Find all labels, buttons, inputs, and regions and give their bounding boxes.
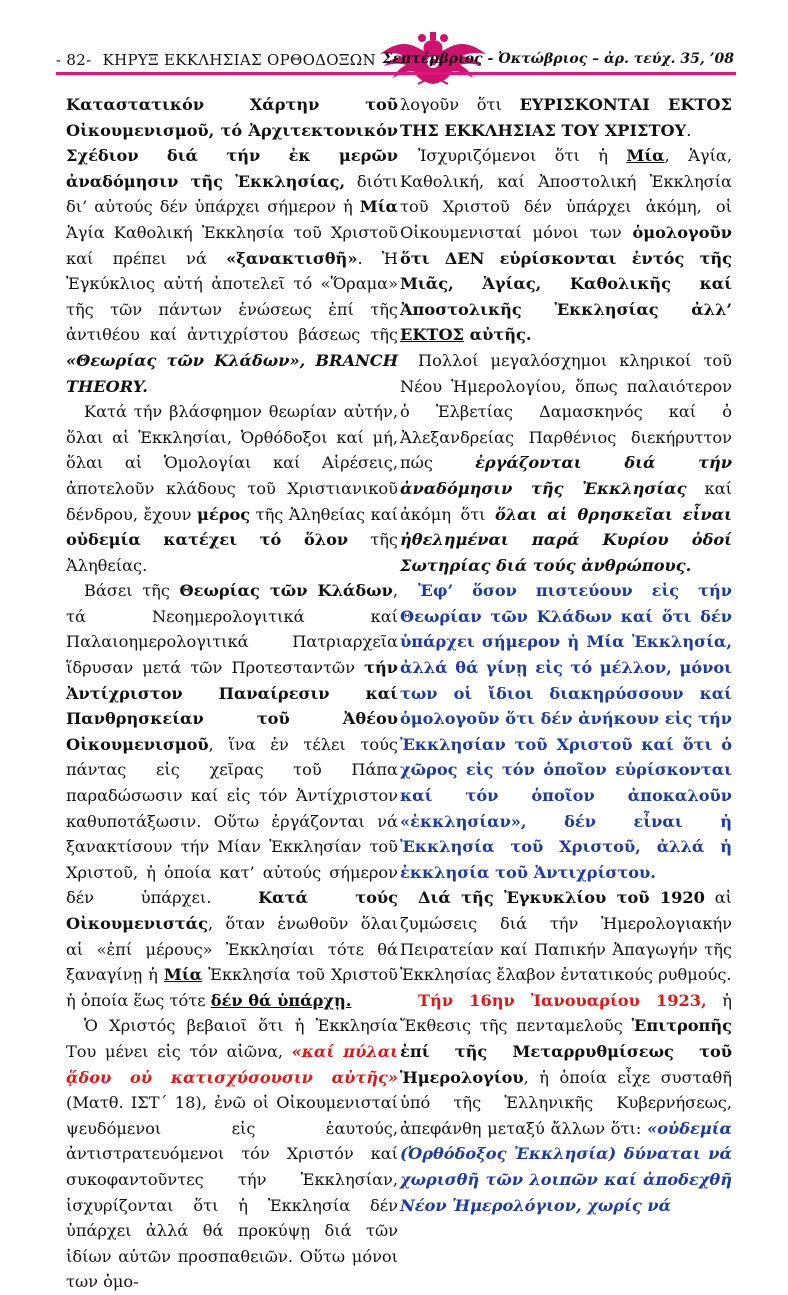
paragraph [66,92,398,399]
bold-text: Κατά τούς Οἰκουμενιστάς [66,888,398,933]
bold-text: οὐδεμία κατέχει τό ὅλον [66,530,349,550]
text: , ἡ ὁποία εἶχε συσταθῆ ὑπό τῆς Ἑλληνικῆς Κυβερνήσεως, ἀπεφάνθη μεταξύ ἄλλων ὅτι: [400,1067,732,1138]
bold-text: Διά τῆς Ἐγκυκλίου τοῦ 1920 [418,888,705,908]
paragraph [400,885,732,987]
text: ἡ Ἔκθεσις τῆς πενταμελοῦς [400,990,732,1036]
text: λογοῦν ὅτι [400,95,520,114]
underlined-bold-text: Μία [163,965,203,985]
text: τῆς Ἀληθείας. [66,530,398,575]
bold-text: Θεωρίας τῶν Κλάδων [179,581,393,601]
text: Πολλοί μεγαλόσχημοι κληρικοί τοῦ Νέου Ἡμερολογίου, ὅπως παλαιότερον ὁ Ἐλβετίας Δαμασκηνός καί ὁ Ἀλεξανδρείας Παρθένιος διεκήρυττον πώς [400,350,732,473]
text: Ἰσχυριζόμενοι ὅτι ἡ [418,146,627,166]
text: Κατά τήν βλάσφημον θεωρίαν αὐτήν, ὅλαι αἱ Ἐκκλησίαι, Ὀρθόδοξοι καί μή, ὅλαι αἱ Ὁμολογίαι καί Αἱρέσεις, ἀποτελοῦν κλάδους τοῦ Χριστιανικοῦ δένδρου, ἔχουν [66,402,398,524]
page-number: - 82- [56,51,92,69]
paragraph [400,143,732,348]
text: διότι δι’ αὐτούς δέν ὑπάρχει σήμερον ἡ [66,171,398,217]
paragraph [400,92,732,143]
bold-text: Ἐπιτροπῆς ἐπί τῆς Μεταρρυθμίσεως τοῦ Ἡμερολογίου [400,1016,732,1087]
paragraph [66,399,398,578]
text: Ὁ Χριστός βεβαιοῖ ὅτι ἡ Ἐκκλησία Του μένει εἰς τόν αἰῶνα, [66,1016,398,1061]
paragraph [400,988,732,1218]
header-divider [56,72,736,75]
bold-italic-text: ὅλαι αἱ θρησκεῖαι εἶναι ἠθελημέναι παρά Κυρίου ὁδοί Σωτηρίας διά τούς ἀνθρώπους. [400,504,732,575]
bold-text: ΕΥΡΙΣΚΟΝΤΑΙ ΕΚΤΟΣ ΤΗΣ ΕΚΚΛΗΣΙΑΣ ΤΟΥ ΧΡΙΣΤΟΥ [400,95,732,140]
page-header [56,40,736,78]
bold-text: τήν Ἀντίχριστον Παναίρεσιν καί Πανθρησκείαν τοῦ Ἀθέου Οἰκουμενισμοῦ [66,658,398,754]
text: Ἁγία Καθολική Ἐκκλησία τοῦ Χριστοῦ καί πρέπει νά [66,222,398,268]
text: . Ἡ Ἐγκύκλιος αὐτή ἀποτελεῖ τό «Ὅραμα» τῆς τῶν πάντων ἑνώσεως ἐπί τῆς ἀντιθέου καί ἀντιχρίστου βάσεως τῆς [66,248,398,345]
bold-text: Καταστατικόν Χάρτην τοῦ Οἰκουμενισμοῦ, τό Ἀρχιτεκτονικόν Σχέδιον διά τήν ἐκ μερῶν ἀναδόμησιν τῆς Ἐκκλησίας, [66,95,398,191]
text: τῆς Ἀληθείας καί [250,504,398,524]
text: , ὅταν ἑνωθοῦν ὅλαι αἱ «ἐπί μέρους» Ἐκκλησίαι τότε θά ξαναγίνῃ ἡ [66,914,398,985]
text: καί ἀκόμη ὅτι [400,478,732,524]
bold-italic-text: ἐργάζονται διά τήν ἀναδόμησιν τῆς Ἐκκλησίας [400,453,732,498]
underlined-bold-text: δέν θά ὑπάρχῃ. [210,990,352,1010]
text: αἱ ζυμώσεις διά τήν Ἡμερολογιακήν Πειρατείαν καί Παπικήν Ἀπαγωγήν τῆς Ἐκκλησίας ἔλαβον ἐντατικούς ρυθμούς. [400,888,732,985]
blue-paragraph: Ἐφ’ ὅσον πιστεύουν εἰς τήν Θεωρίαν τῶν Κλάδων καί ὅτι δέν ὑπάρχει σήμερον ἡ Μία Ἐκκλησία, ἀλλά θά γίνῃ εἰς τό μέλλον, μόνοι των οἱ ἴδιοι διακηρύσσουν καί ὁμολογοῦν ὅτι δέν ἀνήκουν εἰς τήν Ἐκκλησίαν τοῦ Χριστοῦ καί ὅτι ὁ χῶρος εἰς τόν ὁποῖον εὑρίσκονται καί τόν ὁποῖον ἀποκαλοῦν «ἐκκλησίαν», δέν εἶναι ἡ Ἐκκλησία τοῦ Χριστοῦ, ἀλλά ἡ ἐκκλησία τοῦ Ἀντιχρίστου. [400,581,732,882]
issue-info: Σεπτέμβριος - Ὀκτώβριος – ἀρ. τεύχ. 35, ’08 [382,51,734,67]
text: (Ματθ. ΙΣΤ´ 18), ἐνῶ οἱ Οἰκουμενισταί ψευδόμενοι εἰς ἑαυτούς, ἀντιστρατευόμενοι τόν Χριστόν καί συκοφαντοῦντες τήν Ἐκκλησίαν, ἰσχυρίζονται ὅτι ἡ Ἐκκλησία δέν ὑπάρχει ἀλλά θά προκύψῃ διά τῶν ἰδίων αὐτῶν προσπαθειῶν. Οὕτω μόνοι των ὁμο- [66,1093,398,1292]
text: Ἐκκλησία τοῦ Χριστοῦ ἡ ὁποία ἕως τότε [66,965,398,1010]
bold-text: αὐτῆς. [464,325,532,345]
paragraph [400,348,732,578]
text: . [686,120,692,140]
text: , τά Νεοημερολογιτικά καί Παλαιοημερολογιτικά Πατριαρχεῖα ἵδρυσαν μετά τῶν Προτεσταντῶν [66,581,398,678]
text: Βάσει τῆς [84,581,180,601]
red-date: Τήν 16ην Ἰανουαρίου 1923, [418,990,707,1010]
bold-text: «ξανακτισθῆ» [226,248,358,268]
left-column [66,92,398,1295]
right-column [400,92,732,1218]
blue-quote: «οὐδεμία (Ὀρθόδοξος Ἐκκλησία) δύναται νά χωρισθῆ τῶν λοιπῶν καί ἀποδεχθῆ Νέον Ἡμερολόγιον, χωρίς νά [400,1118,732,1215]
header-left [56,51,376,69]
bold-text: Μία [359,197,398,217]
bold-text: μέρος [197,504,251,524]
text: , Ἁγία, Καθολική, καί Ἀποστολική Ἐκκλησία τοῦ Χριστοῦ δέν ὑπάρχει ἀκόμη, οἱ Οἰκουμενισταί μόνοι των [400,146,732,242]
paragraph [66,1013,398,1295]
bold-text: ὁμολογοῦν ὅτι ΔΕΝ εὑρίσκονται ἐντός τῆς Μιᾶς, Ἁγίας, Καθολικῆς καί Ἀποστολικῆς Ἐκκλησίας ἀλλ’ [400,222,732,319]
bold-italic-text: «Θεωρίας τῶν Κλάδων», BRANCH THEORY. [66,350,398,396]
text: , ἵνα ἐν τέλει τούς πάντας εἰς χεῖρας τοῦ Πάπα παραδώσωσιν καί εἰς τόν Ἀντίχριστον καθυποτάξωσιν. Οὕτω ἐργάζονται νά ξανακτίσουν τήν Μίαν Ἐκκλησίαν τοῦ Χριστοῦ, ἡ ὁποία κατ’ αὐτούς σήμερον δέν ὑπάρχει. [66,734,398,908]
underlined-bold-text: ΕΚΤΟΣ [400,325,464,345]
publication-title: ΚΗΡΥΞ ΕΚΚΛΗΣΙΑΣ ΟΡΘΟΔΟΞΩΝ [102,51,376,69]
red-quote: «καί πύλαι ᾅδου οὐ κατισχύσουσιν αὐτῆς» [66,1041,398,1087]
paragraph [66,578,398,1013]
underlined-bold-text: Μία [626,146,665,166]
